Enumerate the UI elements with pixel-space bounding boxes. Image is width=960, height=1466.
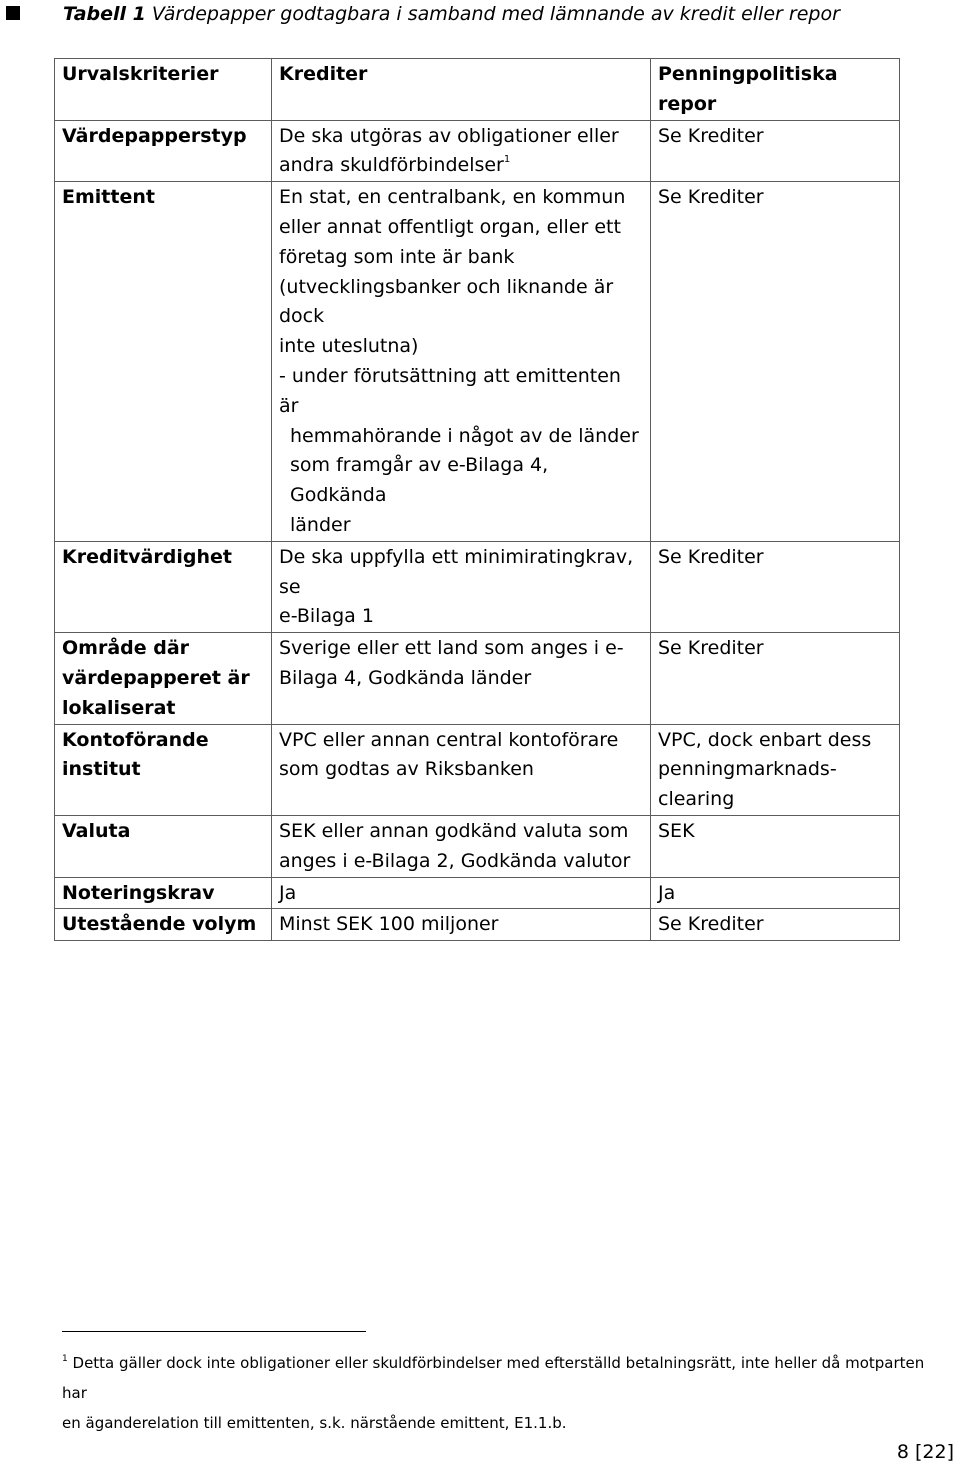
krediter-cell	[272, 815, 651, 877]
cell-line: eller annat offentligt organ, eller ett	[279, 215, 621, 238]
criterion-cell: Värdepapperstyp	[55, 120, 272, 182]
repor-cell: Se Krediter	[651, 120, 900, 182]
table-row	[55, 815, 900, 877]
repor-cell: Se Krediter	[651, 909, 900, 941]
repor-cell: SEK	[651, 815, 900, 877]
cell-line: SEK eller annan godkänd valuta som	[279, 819, 629, 842]
cell-line: som godtas av Riksbanken	[279, 758, 534, 781]
cell-line: Område där	[62, 637, 190, 660]
cell-line: lokaliserat	[62, 696, 176, 719]
footnote	[62, 1348, 932, 1438]
criterion-cell: Valuta	[55, 815, 272, 877]
table-header-row	[55, 59, 900, 121]
cell-line: Bilaga 4, Godkända länder	[279, 666, 532, 689]
repor-cell	[651, 724, 900, 815]
table-row	[55, 541, 900, 632]
cell-line: företag som inte är bank	[279, 245, 515, 268]
header-cell: Urvalskriterier	[55, 59, 272, 121]
criterion-cell: Kreditvärdighet	[55, 541, 272, 632]
criteria-table	[54, 58, 900, 941]
cell-line-indented: länder	[290, 513, 351, 536]
cell-line: penningmarknads-	[658, 758, 837, 781]
table-caption-label: Tabell 1	[63, 3, 146, 25]
criterion-cell: Emittent	[55, 182, 272, 542]
krediter-cell: Minst SEK 100 miljoner	[272, 909, 651, 941]
table-row	[55, 877, 900, 909]
krediter-cell	[272, 633, 651, 724]
cell-line: De ska utgöras av obligationer eller	[279, 124, 619, 147]
page-number: 8 [22]	[896, 1441, 954, 1463]
table-row	[55, 182, 900, 542]
cell-line: En stat, en centralbank, en kommun	[279, 186, 626, 209]
cell-line-indented: som framgår av e-Bilaga 4, Godkända	[290, 454, 549, 507]
krediter-cell	[272, 541, 651, 632]
table-row	[55, 633, 900, 724]
footnote-marker: 1	[62, 1354, 68, 1364]
table-row	[55, 120, 900, 182]
repor-cell: Se Krediter	[651, 541, 900, 632]
section-marker-square	[6, 6, 20, 20]
repor-cell: Se Krediter	[651, 633, 900, 724]
cell-line: e-Bilaga 1	[279, 605, 374, 628]
footnote-separator	[62, 1331, 366, 1332]
cell-line: anges i e-Bilaga 2, Godkända valutor	[279, 849, 631, 872]
cell-line: clearing	[658, 788, 735, 811]
cell-line: andra skuldförbindelser	[279, 154, 504, 177]
header-cell: Penningpolitiska repor	[651, 59, 900, 121]
cell-line-with-ref	[279, 151, 643, 181]
cell-line: värdepapperet är	[62, 666, 250, 689]
footnote-line: en äganderelation till emittenten, s.k. närstående emittent, E1.1.b.	[62, 1414, 567, 1432]
footnote-line	[62, 1348, 932, 1408]
table-row	[55, 724, 900, 815]
header-cell: Krediter	[272, 59, 651, 121]
criterion-cell	[55, 633, 272, 724]
cell-line: De ska uppfylla ett minimiratingkrav, se	[279, 545, 634, 598]
footnote-reference: 1	[503, 154, 511, 166]
krediter-cell	[272, 724, 651, 815]
krediter-cell	[272, 182, 651, 542]
cell-line: VPC, dock enbart dess	[658, 728, 872, 751]
repor-cell: Se Krediter	[651, 182, 900, 542]
table-row	[55, 909, 900, 941]
criterion-cell: Utestående volym	[55, 909, 272, 941]
cell-line: - under förutsättning att emittenten är	[279, 364, 621, 417]
krediter-cell: Ja	[272, 877, 651, 909]
cell-line: inte uteslutna)	[279, 335, 419, 358]
criterion-cell: Kontoförande institut	[55, 724, 272, 815]
table-caption-title: Värdepapper godtagbara i samband med lämnande av kredit eller repor	[151, 3, 840, 25]
cell-line: (utvecklingsbanker och liknande är dock	[279, 275, 614, 328]
cell-line-indented: hemmahörande i något av de länder	[290, 424, 639, 447]
repor-cell: Ja	[651, 877, 900, 909]
cell-line: VPC eller annan central kontoförare	[279, 728, 619, 751]
footnote-text: Detta gäller dock inte obligationer eller skuldförbindelser med efterställd betalningsrätt, inte heller då motparten har	[62, 1354, 925, 1402]
criterion-cell: Noteringskrav	[55, 877, 272, 909]
table-caption	[63, 3, 840, 25]
cell-line: Sverige eller ett land som anges i e-	[279, 637, 624, 660]
krediter-cell	[272, 120, 651, 182]
